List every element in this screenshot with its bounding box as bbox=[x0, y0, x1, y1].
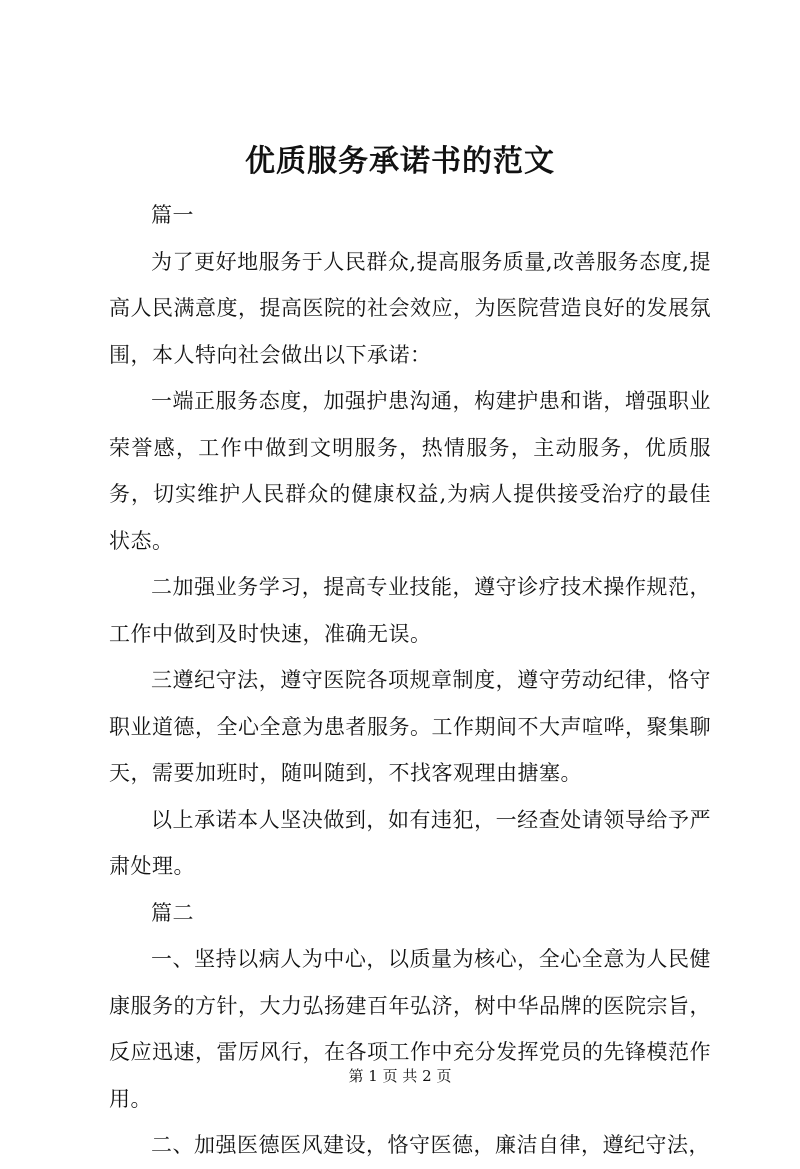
document-title: 优质服务承诺书的范文 bbox=[245, 144, 555, 179]
paragraph-item-1: 一端正服务态度，加强护患沟通，构建护患和谐，增强职业荣誉感，工作中做到文明服务，热情服务，主动服务，优质服务，切实维护人民群众的健康权益,为病人提供接受治疗的最佳状态。 bbox=[109, 389, 711, 553]
paragraph-item-2: 二加强业务学习，提高专业技能，遵守诊疗技术操作规范，工作中做到及时快速，准确无误。 bbox=[109, 575, 711, 646]
section-heading-1: 篇一 bbox=[151, 203, 194, 227]
paragraph-intro: 为了更好地服务于人民群众,提高服务质量,改善服务态度,提高人民满意度，提高医院的社会效应，为医院营造良好的发展氛围，本人特向社会做出以下承诺： bbox=[109, 249, 711, 367]
paragraph-part2-item-1: 一、坚持以病人为中心，以质量为核心，全心全意为人民健康服务的方针，大力弘扬建百年弘济，树中华品牌的医院宗旨，反应迅速，雷厉风行，在各项工作中充分发挥党员的先锋模范作用。 bbox=[109, 947, 711, 1111]
document-body bbox=[109, 192, 711, 1169]
section-heading-2: 篇二 bbox=[151, 900, 194, 925]
paragraph-part2-item-2: 二、加强医德医风建设，恪守医德，廉洁自律，遵纪守法， bbox=[151, 1133, 710, 1157]
page-footer: 第 1 页 共 2 页 bbox=[348, 1067, 452, 1085]
paragraph-closing: 以上承诺本人坚决做到，如有违犯，一经查处请领导给予严肃处理。 bbox=[109, 807, 711, 878]
paragraph-item-3: 三遵纪守法，遵守医院各项规章制度，遵守劳动纪律，恪守职业道德，全心全意为患者服务。工作期间不大声喧哗，聚集聊天，需要加班时，随叫随到，不找客观理由搪塞。 bbox=[109, 668, 711, 785]
